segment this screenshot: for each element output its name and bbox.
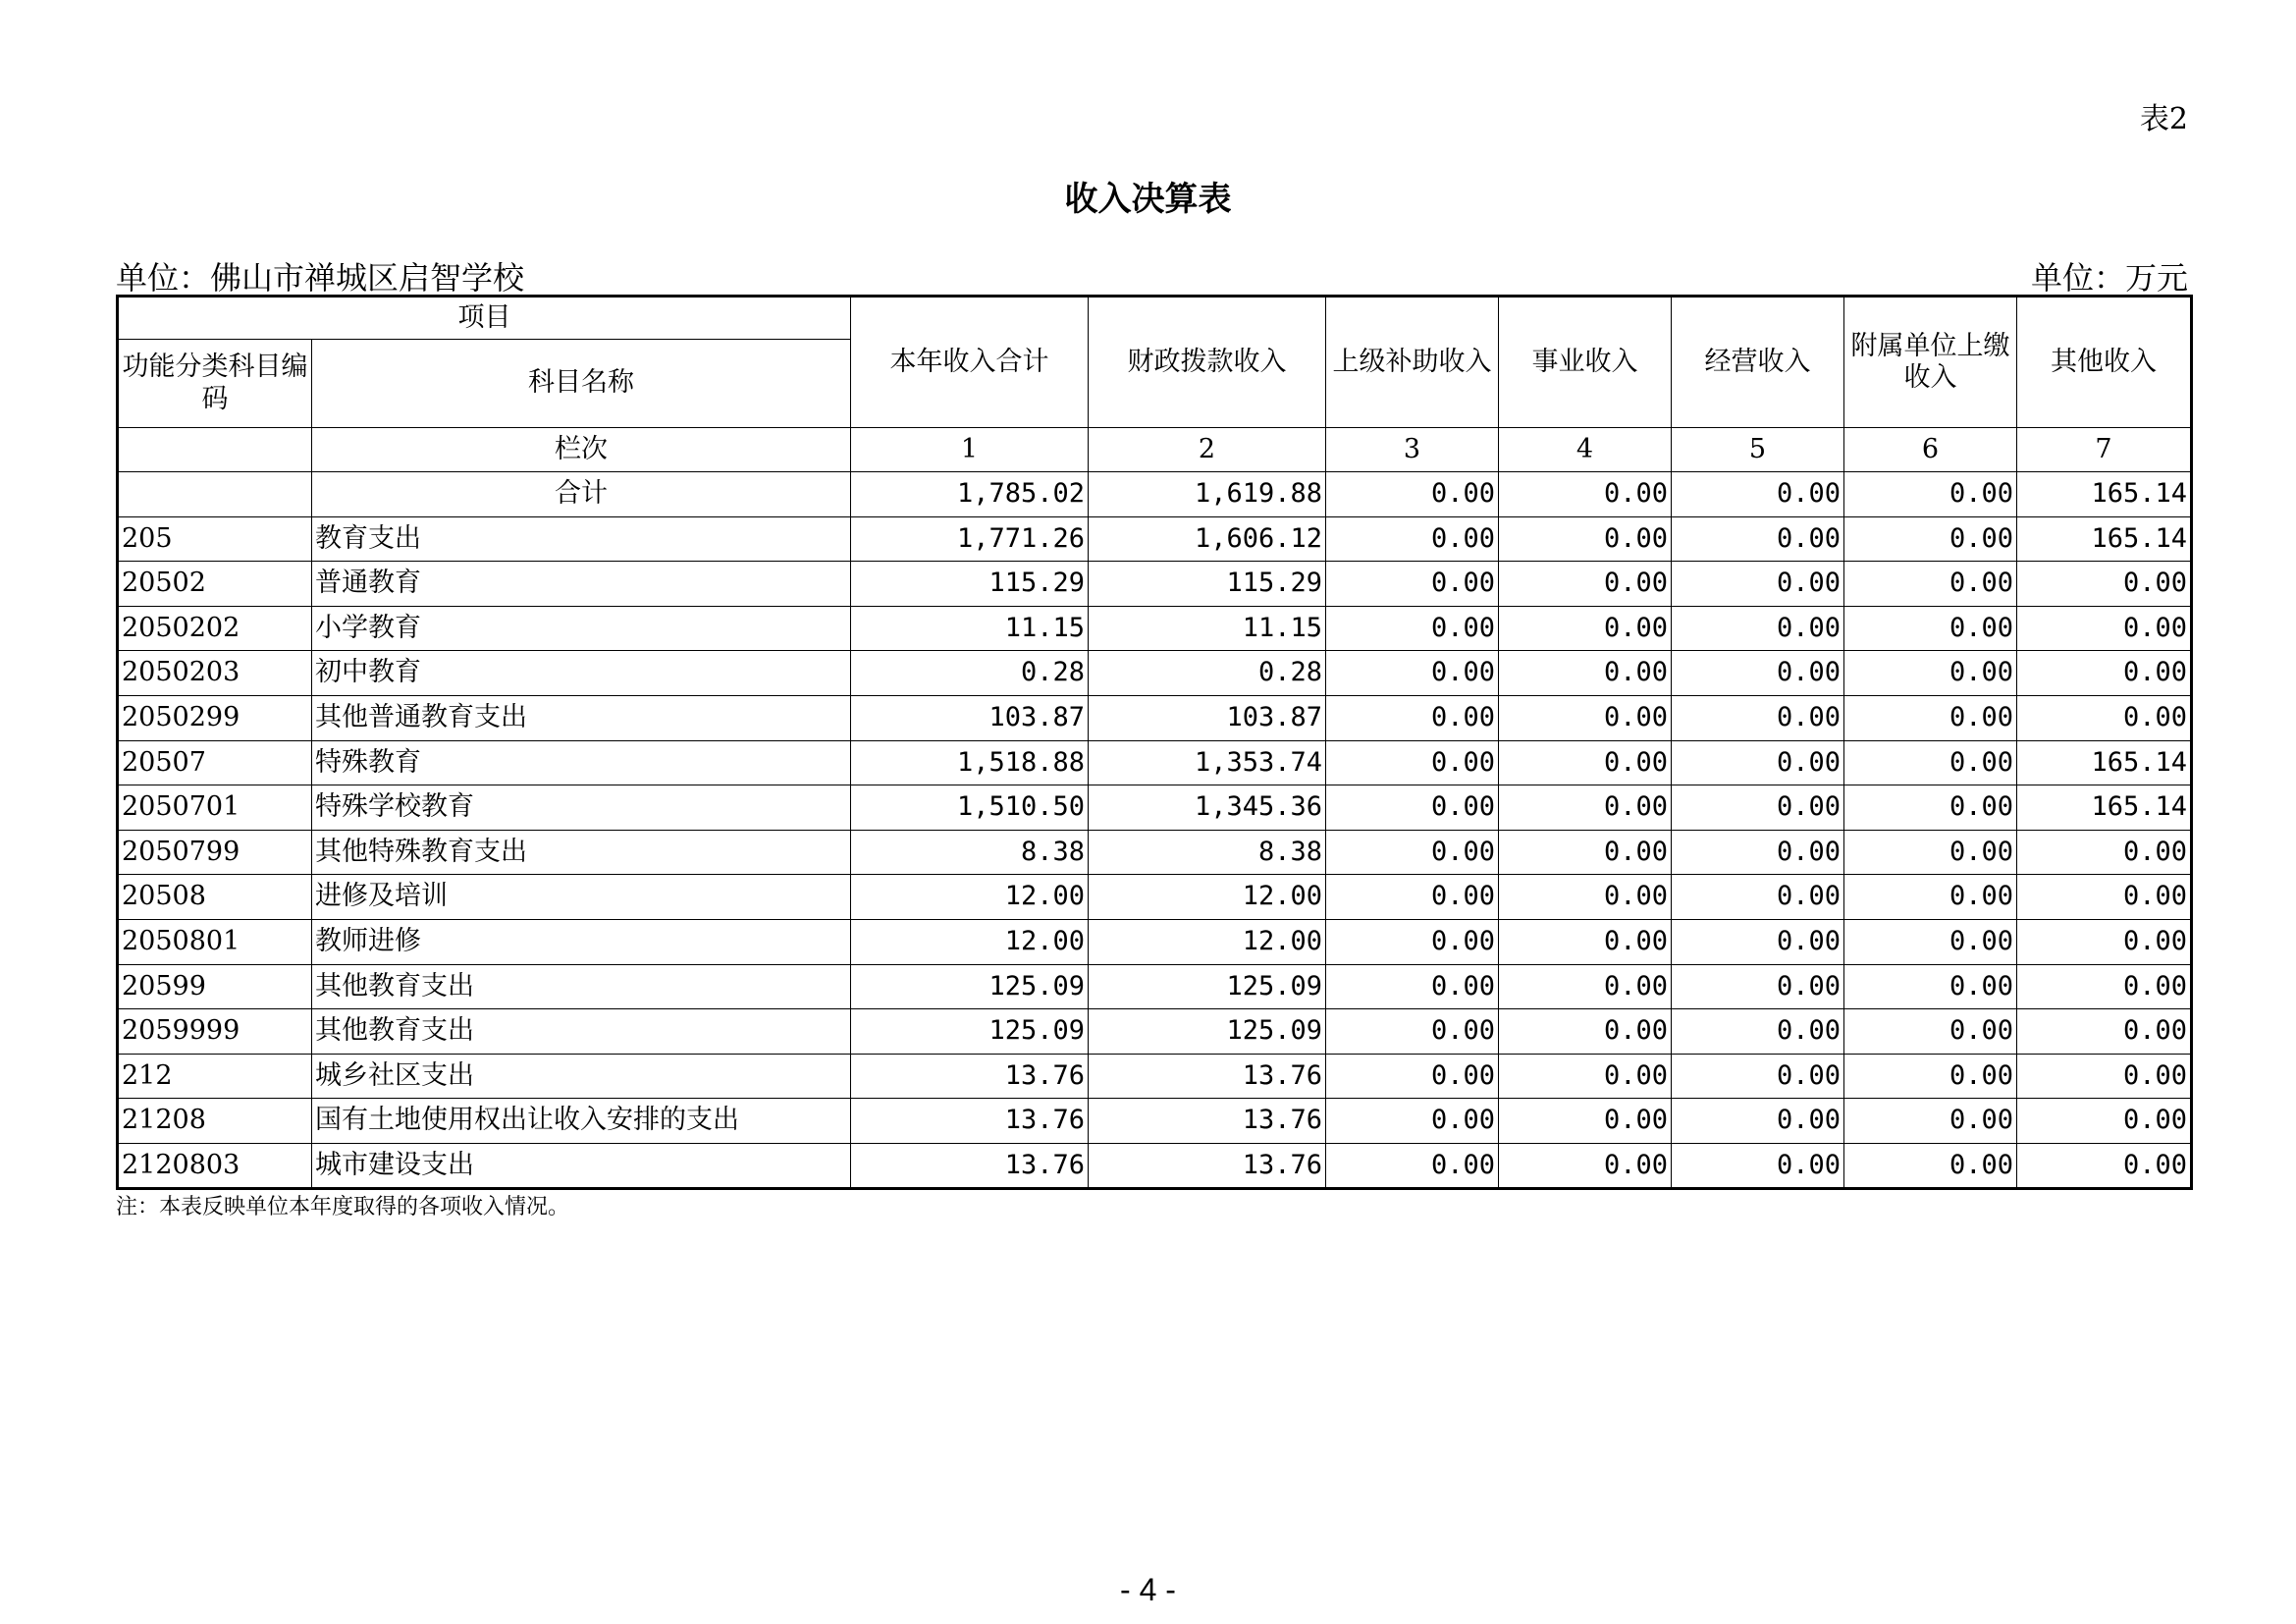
table-row — [118, 785, 2192, 831]
row-code: 2059999 — [118, 1009, 312, 1055]
table-id: 表2 — [2139, 102, 2188, 136]
row-value: 115.29 — [1089, 562, 1326, 607]
row-name: 城乡社区支出 — [312, 1054, 851, 1099]
row-value: 0.00 — [1326, 919, 1499, 964]
income-table — [116, 295, 2193, 1190]
page-number: - 4 - — [1120, 1572, 1176, 1607]
row-code: 205 — [118, 516, 312, 562]
row-name: 其他教育支出 — [312, 1009, 851, 1055]
total-value: 1,619.88 — [1089, 472, 1326, 517]
column-number: 1 — [851, 428, 1089, 472]
row-value: 0.00 — [1326, 964, 1499, 1009]
header-other: 其他收入 — [2017, 297, 2192, 428]
column-number: 7 — [2017, 428, 2192, 472]
row-value: 1,771.26 — [851, 516, 1089, 562]
row-value: 0.00 — [1499, 1054, 1672, 1099]
row-value: 165.14 — [2017, 740, 2192, 785]
row-value: 0.00 — [1326, 1143, 1499, 1188]
row-value: 0.00 — [1326, 651, 1499, 696]
row-value: 0.00 — [2017, 1009, 2192, 1055]
row-value: 0.00 — [2017, 964, 2192, 1009]
row-value: 1,606.12 — [1089, 516, 1326, 562]
column-number-row — [118, 428, 2192, 472]
row-value: 13.76 — [1089, 1099, 1326, 1144]
row-value: 12.00 — [851, 919, 1089, 964]
header-fiscal: 财政拨款收入 — [1089, 297, 1326, 428]
row-value: 8.38 — [851, 830, 1089, 875]
row-value: 125.09 — [851, 1009, 1089, 1055]
row-value: 12.00 — [851, 875, 1089, 920]
table-row — [118, 964, 2192, 1009]
row-value: 0.00 — [1672, 1099, 1844, 1144]
row-code: 2050801 — [118, 919, 312, 964]
table-row — [118, 1009, 2192, 1055]
row-name: 小学教育 — [312, 606, 851, 651]
row-value: 0.00 — [2017, 651, 2192, 696]
row-code: 2050203 — [118, 651, 312, 696]
row-code: 2120803 — [118, 1143, 312, 1188]
row-value: 0.00 — [1326, 740, 1499, 785]
row-value: 0.00 — [1326, 1099, 1499, 1144]
table-row — [118, 695, 2192, 740]
row-value: 125.09 — [1089, 964, 1326, 1009]
row-value: 13.76 — [1089, 1054, 1326, 1099]
header-total: 本年收入合计 — [851, 297, 1089, 428]
row-value: 0.00 — [1499, 740, 1672, 785]
row-value: 0.00 — [1499, 1009, 1672, 1055]
row-name: 特殊学校教育 — [312, 785, 851, 831]
row-value: 0.00 — [2017, 1054, 2192, 1099]
total-value: 165.14 — [2017, 472, 2192, 517]
table-row — [118, 516, 2192, 562]
row-value: 0.00 — [1672, 1054, 1844, 1099]
row-value: 0.00 — [1672, 606, 1844, 651]
row-name: 初中教育 — [312, 651, 851, 696]
column-number: 5 — [1672, 428, 1844, 472]
row-value: 0.00 — [2017, 562, 2192, 607]
row-value: 0.00 — [1672, 740, 1844, 785]
total-value: 0.00 — [1672, 472, 1844, 517]
column-number: 3 — [1326, 428, 1499, 472]
row-value: 0.28 — [851, 651, 1089, 696]
row-code: 212 — [118, 1054, 312, 1099]
row-value: 1,518.88 — [851, 740, 1089, 785]
row-name: 教师进修 — [312, 919, 851, 964]
row-value: 0.00 — [1672, 875, 1844, 920]
row-value: 0.00 — [1844, 785, 2017, 831]
row-value: 0.00 — [1672, 830, 1844, 875]
row-value: 0.00 — [2017, 830, 2192, 875]
row-value: 165.14 — [2017, 516, 2192, 562]
row-value: 13.76 — [851, 1099, 1089, 1144]
table-row — [118, 740, 2192, 785]
row-value: 0.00 — [1326, 785, 1499, 831]
row-value: 0.00 — [1844, 830, 2017, 875]
row-value: 0.00 — [1672, 1009, 1844, 1055]
row-code: 2050701 — [118, 785, 312, 831]
row-value: 115.29 — [851, 562, 1089, 607]
row-value: 0.00 — [1844, 695, 2017, 740]
table-row — [118, 875, 2192, 920]
row-value: 0.00 — [1499, 606, 1672, 651]
row-value: 0.00 — [1326, 516, 1499, 562]
row-name: 特殊教育 — [312, 740, 851, 785]
row-value: 0.00 — [1844, 651, 2017, 696]
column-number: 6 — [1844, 428, 2017, 472]
row-code: 20508 — [118, 875, 312, 920]
row-name: 普通教育 — [312, 562, 851, 607]
total-label: 合计 — [312, 472, 851, 517]
header-item-group: 项目 — [118, 297, 851, 340]
row-value: 125.09 — [1089, 1009, 1326, 1055]
row-value: 13.76 — [851, 1143, 1089, 1188]
row-value: 0.00 — [1672, 785, 1844, 831]
total-value: 1,785.02 — [851, 472, 1089, 517]
row-value: 1,510.50 — [851, 785, 1089, 831]
row-value: 0.00 — [1499, 651, 1672, 696]
row-value: 0.00 — [2017, 875, 2192, 920]
row-value: 0.00 — [1672, 516, 1844, 562]
row-code: 20507 — [118, 740, 312, 785]
row-value: 0.00 — [2017, 606, 2192, 651]
row-value: 0.00 — [1499, 1143, 1672, 1188]
total-row — [118, 472, 2192, 517]
row-value: 103.87 — [851, 695, 1089, 740]
row-value: 0.00 — [1672, 651, 1844, 696]
row-value: 0.00 — [1499, 516, 1672, 562]
table-body — [118, 428, 2192, 1189]
row-value: 0.00 — [1844, 562, 2017, 607]
row-value: 125.09 — [851, 964, 1089, 1009]
row-value: 0.00 — [1844, 1054, 2017, 1099]
row-value: 0.00 — [1844, 606, 2017, 651]
header-name: 科目名称 — [312, 340, 851, 428]
row-value: 1,345.36 — [1089, 785, 1326, 831]
column-number-label: 栏次 — [312, 428, 851, 472]
header-superior: 上级补助收入 — [1326, 297, 1499, 428]
row-value: 0.00 — [2017, 1099, 2192, 1144]
row-value: 0.00 — [1499, 695, 1672, 740]
header-code: 功能分类科目编码 — [118, 340, 312, 428]
row-value: 0.00 — [1326, 606, 1499, 651]
row-value: 0.00 — [1499, 1099, 1672, 1144]
row-name: 其他特殊教育支出 — [312, 830, 851, 875]
empty-cell — [118, 472, 312, 517]
row-value: 0.00 — [2017, 695, 2192, 740]
table-row — [118, 1099, 2192, 1144]
row-value: 0.00 — [1844, 919, 2017, 964]
row-value: 0.00 — [1844, 875, 2017, 920]
row-value: 12.00 — [1089, 875, 1326, 920]
reporting-unit: 单位：佛山市禅城区启智学校 — [116, 259, 525, 297]
table-row — [118, 1054, 2192, 1099]
row-value: 0.00 — [1326, 1054, 1499, 1099]
table-row — [118, 830, 2192, 875]
page-title: 收入决算表 — [1064, 180, 1232, 219]
row-value: 0.00 — [1672, 964, 1844, 1009]
header-affiliate: 附属单位上缴收入 — [1844, 297, 2017, 428]
row-value: 0.00 — [1326, 1009, 1499, 1055]
row-value: 13.76 — [851, 1054, 1089, 1099]
row-value: 0.00 — [1844, 516, 2017, 562]
row-value: 0.28 — [1089, 651, 1326, 696]
row-value: 0.00 — [1499, 830, 1672, 875]
row-name: 教育支出 — [312, 516, 851, 562]
row-code: 2050202 — [118, 606, 312, 651]
row-name: 城市建设支出 — [312, 1143, 851, 1188]
table-row — [118, 562, 2192, 607]
header-operating: 经营收入 — [1672, 297, 1844, 428]
row-name: 其他普通教育支出 — [312, 695, 851, 740]
column-number: 2 — [1089, 428, 1326, 472]
row-value: 1,353.74 — [1089, 740, 1326, 785]
row-value: 0.00 — [1844, 1099, 2017, 1144]
row-value: 11.15 — [1089, 606, 1326, 651]
row-value: 0.00 — [1499, 562, 1672, 607]
row-name: 其他教育支出 — [312, 964, 851, 1009]
row-value: 103.87 — [1089, 695, 1326, 740]
row-value: 0.00 — [1326, 695, 1499, 740]
total-value: 0.00 — [1844, 472, 2017, 517]
row-value: 0.00 — [1844, 964, 2017, 1009]
row-name: 进修及培训 — [312, 875, 851, 920]
row-value: 11.15 — [851, 606, 1089, 651]
row-value: 0.00 — [2017, 1143, 2192, 1188]
row-value: 0.00 — [1844, 740, 2017, 785]
row-value: 13.76 — [1089, 1143, 1326, 1188]
row-value: 0.00 — [2017, 919, 2192, 964]
empty-cell — [118, 428, 312, 472]
row-value: 0.00 — [1844, 1009, 2017, 1055]
row-value: 0.00 — [1672, 919, 1844, 964]
row-code: 20502 — [118, 562, 312, 607]
row-value: 0.00 — [1499, 785, 1672, 831]
table-row — [118, 651, 2192, 696]
table-note: 注：本表反映单位本年度取得的各项收入情况。 — [116, 1195, 570, 1219]
row-code: 21208 — [118, 1099, 312, 1144]
column-number: 4 — [1499, 428, 1672, 472]
row-value: 0.00 — [1326, 875, 1499, 920]
row-name: 国有土地使用权出让收入安排的支出 — [312, 1099, 851, 1144]
row-code: 2050299 — [118, 695, 312, 740]
row-value: 0.00 — [1499, 875, 1672, 920]
total-value: 0.00 — [1499, 472, 1672, 517]
table-row — [118, 606, 2192, 651]
row-value: 0.00 — [1672, 1143, 1844, 1188]
row-value: 0.00 — [1326, 562, 1499, 607]
row-value: 0.00 — [1672, 562, 1844, 607]
total-value: 0.00 — [1326, 472, 1499, 517]
row-value: 0.00 — [1844, 1143, 2017, 1188]
row-value: 12.00 — [1089, 919, 1326, 964]
table-row — [118, 919, 2192, 964]
row-value: 0.00 — [1499, 919, 1672, 964]
row-value: 0.00 — [1499, 964, 1672, 1009]
currency-unit: 单位：万元 — [2030, 259, 2188, 297]
row-value: 165.14 — [2017, 785, 2192, 831]
row-value: 0.00 — [1326, 830, 1499, 875]
row-value: 8.38 — [1089, 830, 1326, 875]
header-business: 事业收入 — [1499, 297, 1672, 428]
row-code: 20599 — [118, 964, 312, 1009]
row-code: 2050799 — [118, 830, 312, 875]
row-value: 0.00 — [1672, 695, 1844, 740]
table-row — [118, 1143, 2192, 1188]
